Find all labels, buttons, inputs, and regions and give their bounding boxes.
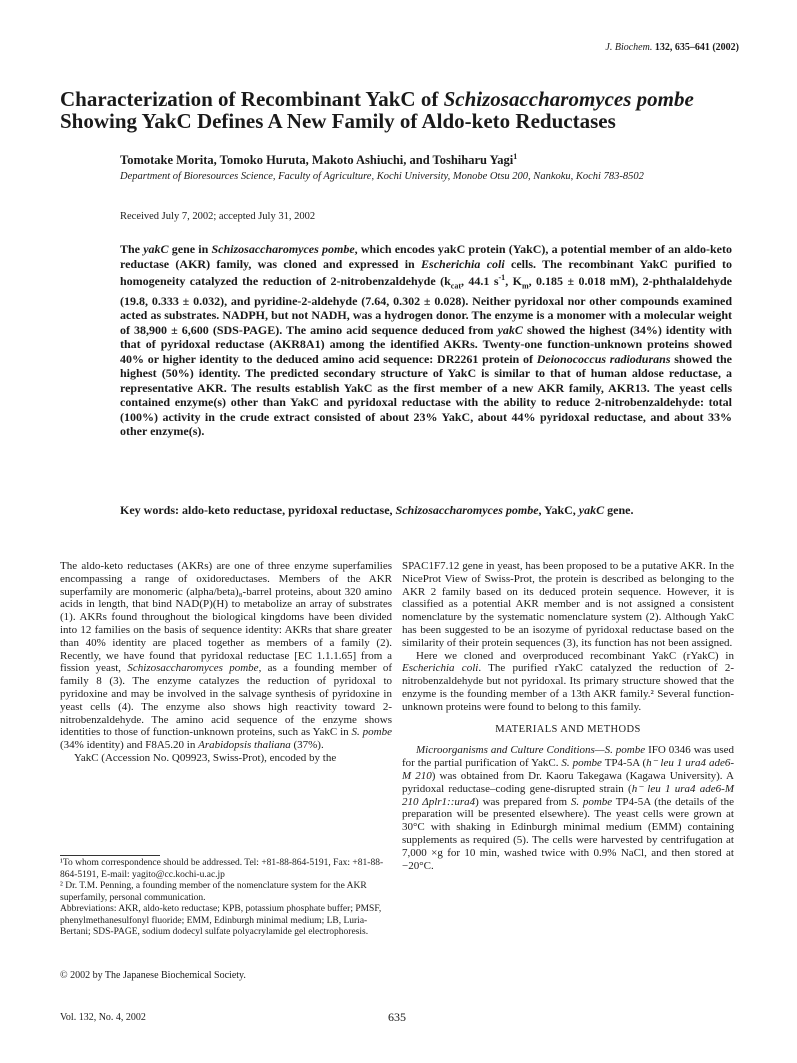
body-text: The aldo-keto reductases (AKRs) are one of three enzyme superfamilies encompassing a range of oxidoreductases. Members of the AKR superfamily are monomeric (alpha/beta)₈-barrel proteins, about 320 amino acids in length, that bind NAD(P)(H) to metabolize an array of substrates (1). AKRs found throughout the biological kingdoms have been divided into 12 families on the basis of sequence identity: AKRs that share greater than 40% identity are placed together as members of a family (2). Recently, we have found that pyridoxal reductase [EC 1.1.1.65] from a fission yeast, (60, 560, 392, 675)
section-heading: MATERIALS AND METHODS (495, 723, 641, 735)
body-text: TP4-5A (the details of the preparation will be presented elsewhere). The yeast cells were grown at 30°C with shaking in Edinburgh minimal medium (EMM) containing supplements as required (5). The cells were harvested by centrifugation at 7,000 ×g for 10 min, washed twice with 0.9% NaCl, and then stored at −20°C. (402, 795, 734, 872)
keywords (120, 503, 640, 518)
abstract-species: Schizosaccharomyces pombe (211, 242, 355, 256)
abstract-gene: yakC (143, 242, 169, 256)
body-text: (34% identity) and F8A5.20 in (60, 739, 199, 752)
keywords-text: gene. (604, 503, 634, 517)
genotype: h⁻ leu 1 ura4 ade6-M 210 (402, 757, 735, 782)
footnotes (60, 858, 392, 939)
abstract-species: Deionococcus radiodurans (536, 351, 671, 366)
species-name: S. pombe (561, 757, 602, 770)
body-text: ) was prepared from (475, 795, 571, 808)
abstract-text: showed the highest (50%) identity. The predicted secondary structure of YakC is similar to that of human aldose reductase, a representative AKR. The results establish YakC as the first member of a new AKR family, AKR13. The yeast cells contained enzyme(s) other than YakC and pyridoxal reductase with the ability to reduce 2-nitrobenzaldehyde: total (100%) activity in the crude extract consisted of about 23% YakC, about 44% pyridoxal reductase, and about 33% other enzyme(s). (120, 351, 733, 439)
article-title (60, 88, 740, 132)
authors-text: Tomotake Morita, Tomoko Huruta, Makoto Ashiuchi, and Toshiharu Yagi (120, 153, 514, 168)
author-list (120, 152, 517, 168)
left-column (60, 560, 392, 765)
body-text: Here we cloned and overproduced recombinant YakC (rYakC) in (416, 649, 734, 662)
species-name: Schizosaccharomyces pombe (127, 662, 259, 675)
title-line2: Showing YakC Defines A New Family of Aldo-keto Reductases (60, 109, 616, 133)
intro-paragraph-4 (402, 650, 734, 714)
genotype: h⁻ leu 1 ura4 ade6-M 210 Δplr1::ura4 (402, 782, 735, 808)
abstract-text: The (120, 242, 144, 256)
right-column (402, 560, 734, 872)
footnote-divider (60, 855, 160, 856)
abstract-text: , which encodes yakC protein (YakC), a potential member of an aldo-keto reductase (AKR) family, was cloned and expressed in (120, 242, 732, 271)
species-name: Escherichia coli (402, 662, 479, 675)
copyright-notice: © 2002 by The Japanese Biochemical Society. (60, 970, 246, 981)
author-footnote-mark: 1 (513, 152, 518, 161)
intro-paragraph-1 (60, 560, 392, 752)
footnote-2: ² Dr. T.M. Penning, a founding member of the nomenclature system for the AKR superfamily, personal communication. (60, 881, 367, 903)
body-text: , as a founding member of family 8 (3). The enzyme catalyzes the reduction of pyridoxal to pyridoxine and may be involved in the salvage synthesis of pyridoxine in yeast cells (4). The enzyme also shows high reactivity toward 2-nitrobenzaldehyde. The amino acid sequence of the enzyme shows identities to those of function-unknown proteins, such as YakC in (60, 662, 392, 739)
abstract (120, 242, 732, 439)
methods-paragraph-1 (402, 744, 734, 872)
footer-volume: Vol. 132, No. 4, 2002 (60, 1012, 146, 1023)
title-species: Schizosaccharomyces pombe (443, 87, 694, 111)
journal-citation (605, 42, 739, 53)
abstract-text: showed the highest (34%) identity with that of pyridoxal reductase (AKR8A1) among the identified AKRs. Twenty-one function-unknown proteins showed 40% or higher identity to the deduced amino acid sequence: DR2261 protein of (120, 322, 732, 366)
abstract-gene: yakC (497, 322, 523, 337)
abstract-text: cells. The recombinant YakC purified to homogeneity catalyzed the reduction of 2-nitrobenzaldehyde (k (120, 256, 733, 288)
intro-paragraph-2: YakC (Accession No. Q09923, Swiss-Prot), encoded by the (74, 751, 337, 764)
body-text: . The purified rYakC catalyzed the reduction of 2-nitrobenzaldehyde but not pyridoxal. Its primary structure showed that the enzyme is the founding member of a 13th AKR family.² Several function-unknown proteins were found to belong to this family. (402, 662, 734, 713)
volume-pages: 132, 635–641 (2002) (654, 42, 739, 53)
abstract-text: , 44.1 s (460, 274, 499, 288)
keywords-text: , YakC, (538, 503, 579, 517)
keywords-gene: yakC (578, 503, 605, 517)
abstract-text: gene in (168, 242, 212, 256)
body-text: IFO 0346 was used for the partial purification of YakC. (402, 744, 735, 770)
run-in-heading: Microorganisms and Culture Conditions— (416, 744, 605, 757)
keywords-species: Schizosaccharomyces pombe (395, 503, 539, 517)
abstract-text: , 0.185 ± 0.018 mM), 2-phthalaldehyde (19.8, 0.333 ± 0.032), and pyridine-2-aldehyde (7.64, 0.302 ± 0.028). Neither pyridoxal nor other compounds examined acted as substrates. NADPH, but not NADH, was a hydrogen donor. The enzyme is a monomer with a molecular weight of 38,900 ± 6,600 (SDS-PAGE). The amino acid sequence deduced from (120, 274, 733, 337)
body-text: (37%). (290, 739, 324, 752)
received-dates: Received July 7, 2002; accepted July 31, 2002 (120, 211, 316, 222)
keywords-text: Key words: aldo-keto reductase, pyridoxal reductase, (120, 503, 396, 517)
species-name: S. pombe (351, 726, 393, 739)
abstract-text: , K (505, 274, 522, 288)
species-name: S. pombe (604, 744, 646, 757)
footnote-1: ¹To whom correspondence should be addressed. Tel: +81-88-864-5191, Fax: +81-88-864-5191, E-mail: yagito@cc.kochi-u.ac.jp (60, 858, 384, 880)
abbreviations: Abbreviations: AKR, aldo-keto reductase; KPB, potassium phosphate buffer; PMSF, phenylmethanesulfonyl fluoride; EMM, Edinburgh minimal medium; LB, Luria-Bertani; SDS-PAGE, sodium dodecyl sulfate polyacrylamide gel electrophoresis. (60, 904, 382, 937)
abstract-species: Escherichia coli (421, 256, 505, 271)
page-number: 635 (388, 1010, 406, 1024)
affiliation: Department of Bioresources Science, Faculty of Agriculture, Kochi University, Monobe Otsu 200, Nankoku, Kochi 783-8502 (120, 171, 644, 182)
abstract-superscript: -1 (498, 273, 506, 282)
abstract-subscript: cat (450, 281, 461, 291)
title-line1: Characterization of Recombinant YakC of (60, 87, 444, 111)
body-text: TP4-5A ( (601, 757, 647, 770)
journal-name: J. Biochem. (605, 42, 653, 53)
body-text: ) was obtained from Dr. Kaoru Takegawa (Kagawa University). A pyridoxal reductase–coding gene-disrupted strain ( (402, 769, 734, 795)
intro-paragraph-3: SPAC1F7.12 gene in yeast, has been proposed to be a putative AKR. In the NiceProt View of Swiss-Prot, the protein is described as belonging to the AKR 2 family based on its deduced protein sequence. However, it is classified as a potential AKR member and is not assigned a consistent nomenclature by the systematic nomenclature system (2). Although YakC has been suggested to be an isozyme of pyridoxal reductase based on the similarity of their protein sequences (3), its function has not been assigned. (402, 560, 734, 649)
species-name: S. pombe (570, 795, 613, 808)
species-name: Arabidopsis thaliana (198, 739, 291, 752)
abstract-subscript: m (521, 281, 529, 291)
